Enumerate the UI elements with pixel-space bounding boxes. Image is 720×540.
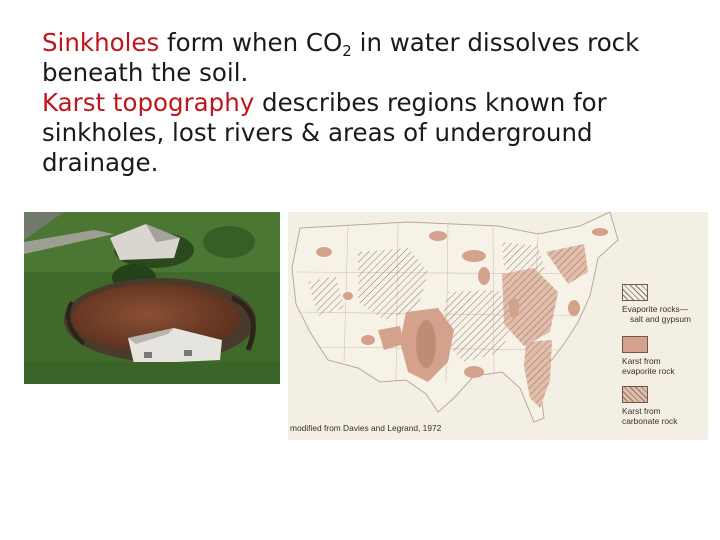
legend-evaporite-line1: Evaporite rocks— (622, 304, 689, 314)
sinkholes-paragraph (42, 28, 702, 88)
legend-karst-carbonate-text (622, 406, 677, 426)
evaporite-hatch-swatch (622, 284, 648, 301)
map-credit: modified from Davies and Legrand, 1972 (290, 423, 442, 433)
legend-karst-carbonate-line1: Karst from (622, 406, 661, 416)
karst-map (288, 212, 708, 440)
sinkholes-term: Sinkholes (42, 28, 160, 57)
karst-paragraph (42, 88, 702, 178)
legend-karst-evaporite-line2: evaporite rock (622, 366, 675, 376)
karst-term: Karst topography (42, 88, 255, 117)
legend-karst-evaporite-line1: Karst from (622, 356, 661, 366)
legend-evaporite-line2: salt and gypsum (630, 314, 691, 324)
co2-subscript: 2 (342, 42, 352, 60)
legend-evaporite-text (622, 304, 691, 324)
sinkholes-text-a: form when CO (159, 28, 343, 57)
slide-text (42, 28, 702, 178)
karst-text: describes regions known for sinkholes, lost rivers & areas of underground drainage. (42, 88, 607, 177)
karst-carbonate-swatch (622, 386, 648, 403)
karst-evaporite-swatch (622, 336, 648, 353)
sinkhole-photo (24, 212, 280, 384)
sinkholes-text-b: in water dissolves rock beneath the soil. (42, 28, 640, 87)
legend-karst-evaporite-text (622, 356, 675, 376)
legend-karst-carbonate-line2: carbonate rock (622, 416, 678, 426)
